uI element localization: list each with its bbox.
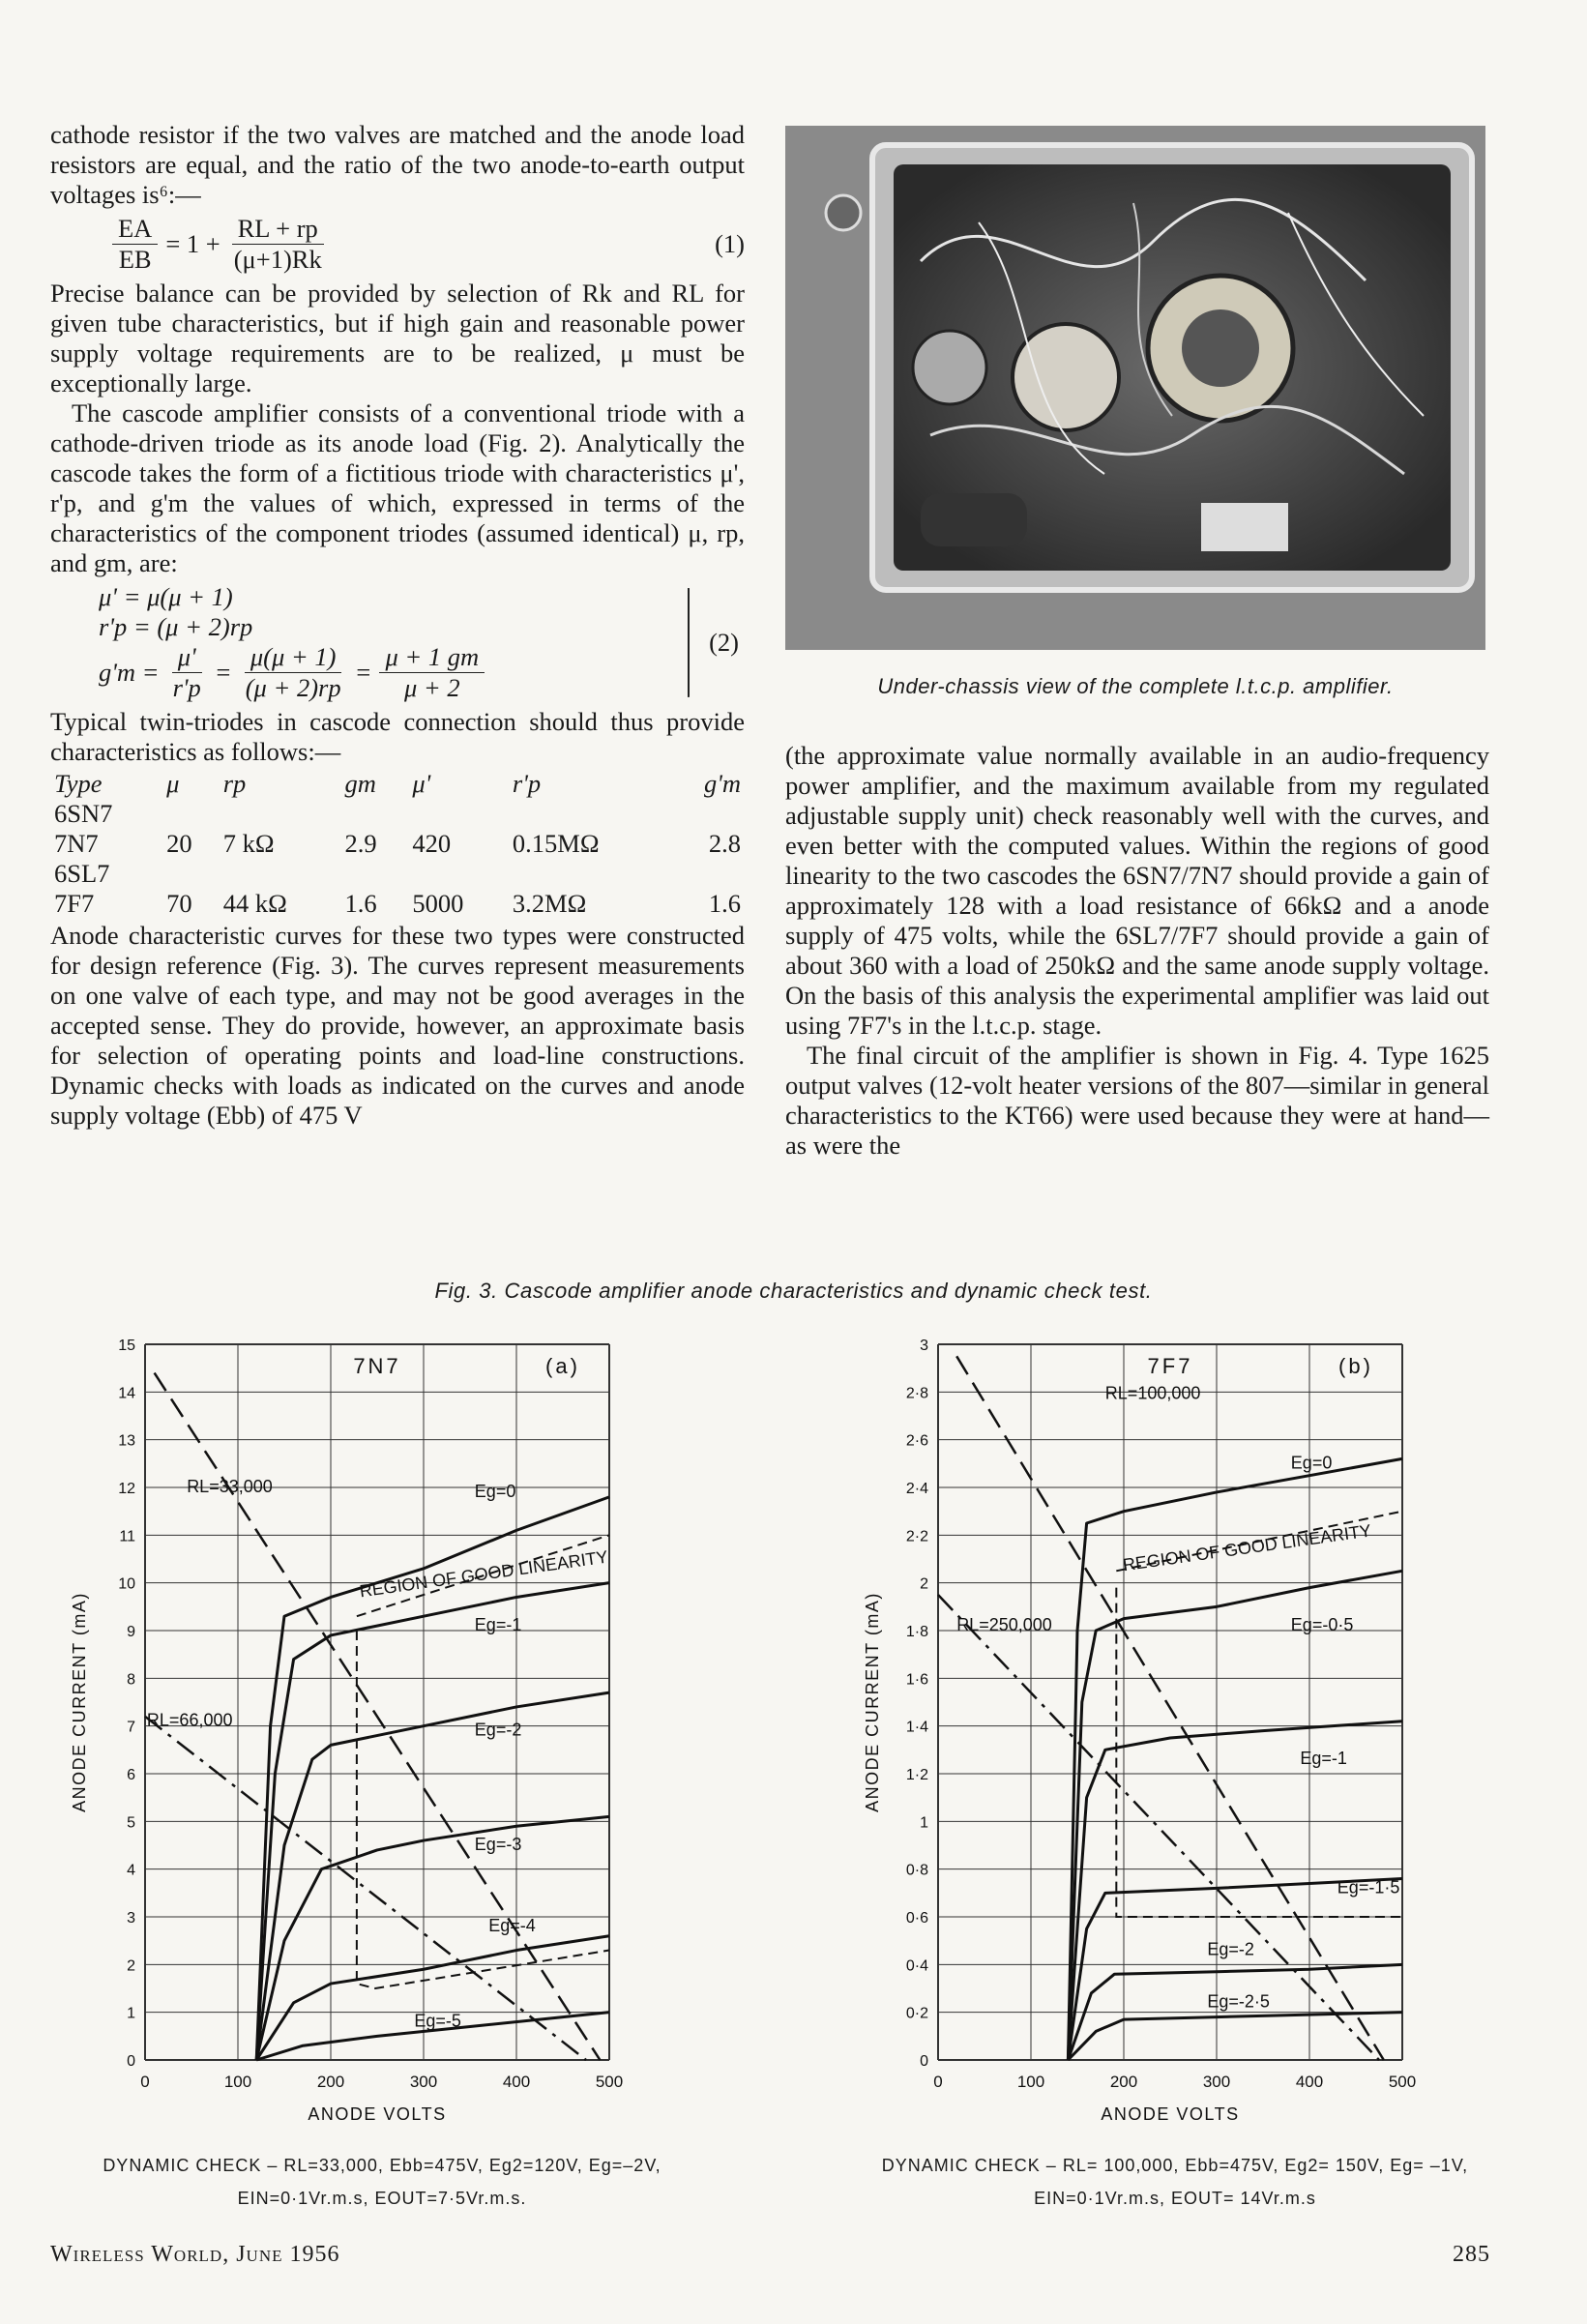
y-tick-label: 2 — [127, 1957, 135, 1975]
chart-title: 7N7 — [353, 1354, 401, 1378]
curve-label: Eg=-0·5 — [1290, 1615, 1354, 1634]
chart-7f7 — [832, 1325, 1451, 2137]
y-tick-label: 5 — [127, 1814, 135, 1832]
load-line — [938, 1595, 1379, 2060]
equation-1: $\frac{EA}{EB}$ = 1 + $\frac{RL + rp}{(\mu+1)Rk}$ (1) — [104, 214, 745, 275]
right-text-column — [785, 741, 1489, 1161]
y-tick-label: 13 — [118, 1432, 135, 1450]
table-header-row: Type μ rp gm μ' r'p g'm — [54, 769, 741, 798]
panel-label: (b) — [1338, 1354, 1373, 1378]
footer-journal: Wireless World, June 1956 — [50, 2242, 340, 2267]
brace — [688, 588, 703, 697]
curve-label: Eg=-5 — [414, 2011, 461, 2031]
y-axis-label: ANODE CURRENT (mA) — [863, 1592, 882, 1812]
series-line — [1068, 2013, 1402, 2060]
curve-label: Eg=-1 — [1300, 1749, 1347, 1769]
y-tick-label: 11 — [119, 1528, 135, 1545]
curve-label: RL=250,000 — [956, 1615, 1052, 1634]
x-tick-label: 100 — [223, 2073, 252, 2091]
chart-title: 7F7 — [1147, 1354, 1193, 1378]
y-tick-label: 1 — [127, 2005, 135, 2022]
curve-label: Eg=-2 — [474, 1720, 522, 1740]
load-line — [145, 1717, 586, 2060]
x-tick-label: 300 — [409, 2073, 438, 2091]
x-axis-label: ANODE VOLTS — [1101, 2104, 1240, 2124]
chassis-photo-illustration — [785, 126, 1485, 650]
y-tick-label: 2·8 — [905, 1385, 928, 1402]
y-tick-label: 6 — [127, 1767, 135, 1783]
y-tick-label: 2·6 — [905, 1432, 928, 1450]
curve-label: Eg=-3 — [474, 1834, 522, 1854]
y-tick-label: 0·6 — [905, 1910, 928, 1927]
equation-2: μ' = μ(μ + 1) r'p = (μ + 2)rp g'm = $\frac{\mu'}{r'p}$ = $\frac{\mu(\mu + 1)}{(\mu + 2)rp}$ = $\frac{\mu + 1 gm}{\mu + 2}$ (2) — [99, 582, 739, 702]
y-tick-label: 8 — [127, 1671, 135, 1689]
curve-label: Eg=0 — [1290, 1453, 1333, 1473]
chart-7n7 — [39, 1325, 658, 2137]
y-tick-label: 3 — [920, 1338, 928, 1354]
dynamic-check-a: DYNAMIC CHECK – RL=33,000, Ebb=475V, Eg2=120V, Eg=–2V, EIN=0·1Vr.m.s, EOUT=7·5Vr.m.s. — [103, 2156, 661, 2208]
panel-label: (a) — [545, 1354, 580, 1378]
left-text-column — [50, 120, 745, 1131]
amplifier-photo — [785, 126, 1485, 650]
equation-number: (2) — [709, 628, 739, 657]
paragraph: Typical twin-triodes in cascode connection should thus provide characteristics as follows:— — [50, 707, 745, 766]
y-tick-label: 2·2 — [905, 1528, 928, 1545]
x-tick-label: 0 — [140, 2073, 150, 2091]
y-tick-label: 0·2 — [905, 2005, 928, 2022]
y-tick-label: 1·8 — [905, 1624, 928, 1640]
curve-label: Eg=-1 — [474, 1615, 522, 1634]
curve-label: Eg=-1·5 — [1337, 1877, 1400, 1897]
y-tick-label: 12 — [118, 1481, 135, 1497]
y-tick-label: 0·8 — [905, 1862, 928, 1879]
y-tick-label: 3 — [127, 1910, 135, 1927]
y-tick-label: 10 — [118, 1575, 135, 1593]
x-tick-label: 400 — [1295, 2073, 1324, 2091]
y-tick-label: 1·6 — [905, 1671, 928, 1689]
dynamic-check-b: DYNAMIC CHECK – RL= 100,000, Ebb=475V, Eg2= 150V, Eg= –1V, EIN=0·1Vr.m.s, EOUT= 14Vr.m.s — [881, 2156, 1469, 2208]
chart-7n7-svg — [39, 1325, 658, 2137]
paragraph: Anode characteristic curves for these two types were constructed for design reference (Fig. 3). The curves represent measurements on one valve of each type, and may not be good averages in the accepted sense. They do provide, however, an approximate basis for selection of operating points and load-line constructions. Dynamic checks with loads as indicated on the curves and anode supply voltage (Ebb) of 475 V — [50, 921, 745, 1130]
table-row: 7F7 70 44 kΩ 1.6 5000 3.2MΩ 1.6 — [54, 889, 741, 918]
figure-caption: Fig. 3. Cascode amplifier anode characteristics and dynamic check test. — [434, 1279, 1153, 1303]
series-line — [256, 1936, 609, 2060]
series-line — [1068, 1879, 1402, 2060]
x-tick-label: 200 — [316, 2073, 345, 2091]
y-tick-label: 2 — [920, 1575, 928, 1593]
curve-label: RL=100,000 — [1104, 1383, 1201, 1403]
region-boundary — [1116, 1588, 1402, 1917]
y-tick-label: 15 — [118, 1338, 135, 1354]
curve-label: RL=33,000 — [187, 1476, 273, 1496]
region-boundary — [357, 1631, 609, 1988]
curve-label: RL=66,000 — [146, 1710, 233, 1730]
x-tick-label: 400 — [502, 2073, 531, 2091]
characteristics-table — [50, 769, 745, 919]
series-line — [256, 1692, 609, 2060]
paragraph: Precise balance can be provided by selection of Rk and RL for given tube characteristics, but if high gain and reasonable power supply voltage requirements are to be realized, μ must be exceptionally large. — [50, 279, 745, 397]
table-row: 6SN7 — [54, 799, 113, 828]
x-tick-label: 100 — [1016, 2073, 1045, 2091]
curve-label: Eg=-2·5 — [1207, 1991, 1270, 2012]
y-tick-label: 1·4 — [905, 1719, 928, 1736]
y-axis-label: ANODE CURRENT (mA) — [70, 1592, 89, 1812]
y-tick-label: 2·4 — [905, 1481, 928, 1497]
equation-number: (1) — [715, 229, 745, 258]
y-tick-label: 9 — [127, 1624, 135, 1640]
curve-label: Eg=0 — [474, 1481, 516, 1501]
x-tick-label: 500 — [1388, 2073, 1417, 2091]
y-tick-label: 7 — [127, 1719, 135, 1736]
photo-caption: Under-chassis view of the complete l.t.c.p. amplifier. — [877, 674, 1394, 698]
curve-label: REGION OF GOOD LINEARITY — [1121, 1520, 1373, 1575]
x-tick-label: 200 — [1109, 2073, 1138, 2091]
page-number: 285 — [1453, 2242, 1490, 2267]
y-tick-label: 1 — [920, 1814, 928, 1832]
y-tick-label: 0·4 — [905, 1957, 928, 1975]
table-row: 6SL7 — [54, 859, 110, 888]
y-tick-label: 14 — [118, 1385, 135, 1402]
table-row: 7N7 20 7 kΩ 2.9 420 0.15MΩ 2.8 — [54, 829, 741, 858]
x-axis-label: ANODE VOLTS — [308, 2104, 447, 2124]
x-tick-label: 500 — [595, 2073, 624, 2091]
curve-label: Eg=-4 — [488, 1915, 536, 1935]
paragraph: The cascode amplifier consists of a conventional triode with a cathode-driven triode as its anode load (Fig. 2). Analytically the cascode takes the form of a fictitious triode with characteristics μ', r'p, and g'm the values of which, expressed in terms of the characteristics of the component triodes (assumed identical) μ, rp, and gm, are: — [50, 398, 745, 577]
y-tick-label: 4 — [127, 1862, 135, 1879]
paragraph: (the approximate value normally available in an audio-frequency power amplifier, and the maximum available from my regulated adjustable supply unit) check reasonably well with the curves, and even better with the computed values. Within the regions of good linearity to the two cascodes the 6SN7/7N7 should provide a gain of approximately 128 with a load resistance of 66kΩ and a anode supply of 475 volts, while the 6SL7/7F7 should provide a gain of about 360 with a load of 250kΩ and the same anode supply voltage. On the basis of this analysis the experimental amplifier was laid out using 7F7's in the l.t.c.p. stage. — [785, 741, 1489, 1040]
x-tick-label: 300 — [1202, 2073, 1231, 2091]
paragraph: The final circuit of the amplifier is shown in Fig. 4. Type 1625 output valves (12-volt heater versions of the 807—similar in general characteristics to the KT66) were used because they were at hand—as were the — [785, 1041, 1489, 1160]
x-tick-label: 0 — [933, 2073, 943, 2091]
y-tick-label: 0 — [127, 2053, 135, 2070]
chart-7f7-svg — [832, 1325, 1451, 2137]
curve-label: Eg=-2 — [1207, 1939, 1254, 1959]
paragraph: cathode resistor if the two valves are matched and the anode load resistors are equal, and the ratio of the two anode-to-earth output voltages is⁶:— — [50, 120, 745, 209]
y-tick-label: 0 — [920, 2053, 928, 2070]
curve-label: REGION OF GOOD LINEARITY — [358, 1546, 609, 1602]
y-tick-label: 1·2 — [905, 1767, 928, 1783]
